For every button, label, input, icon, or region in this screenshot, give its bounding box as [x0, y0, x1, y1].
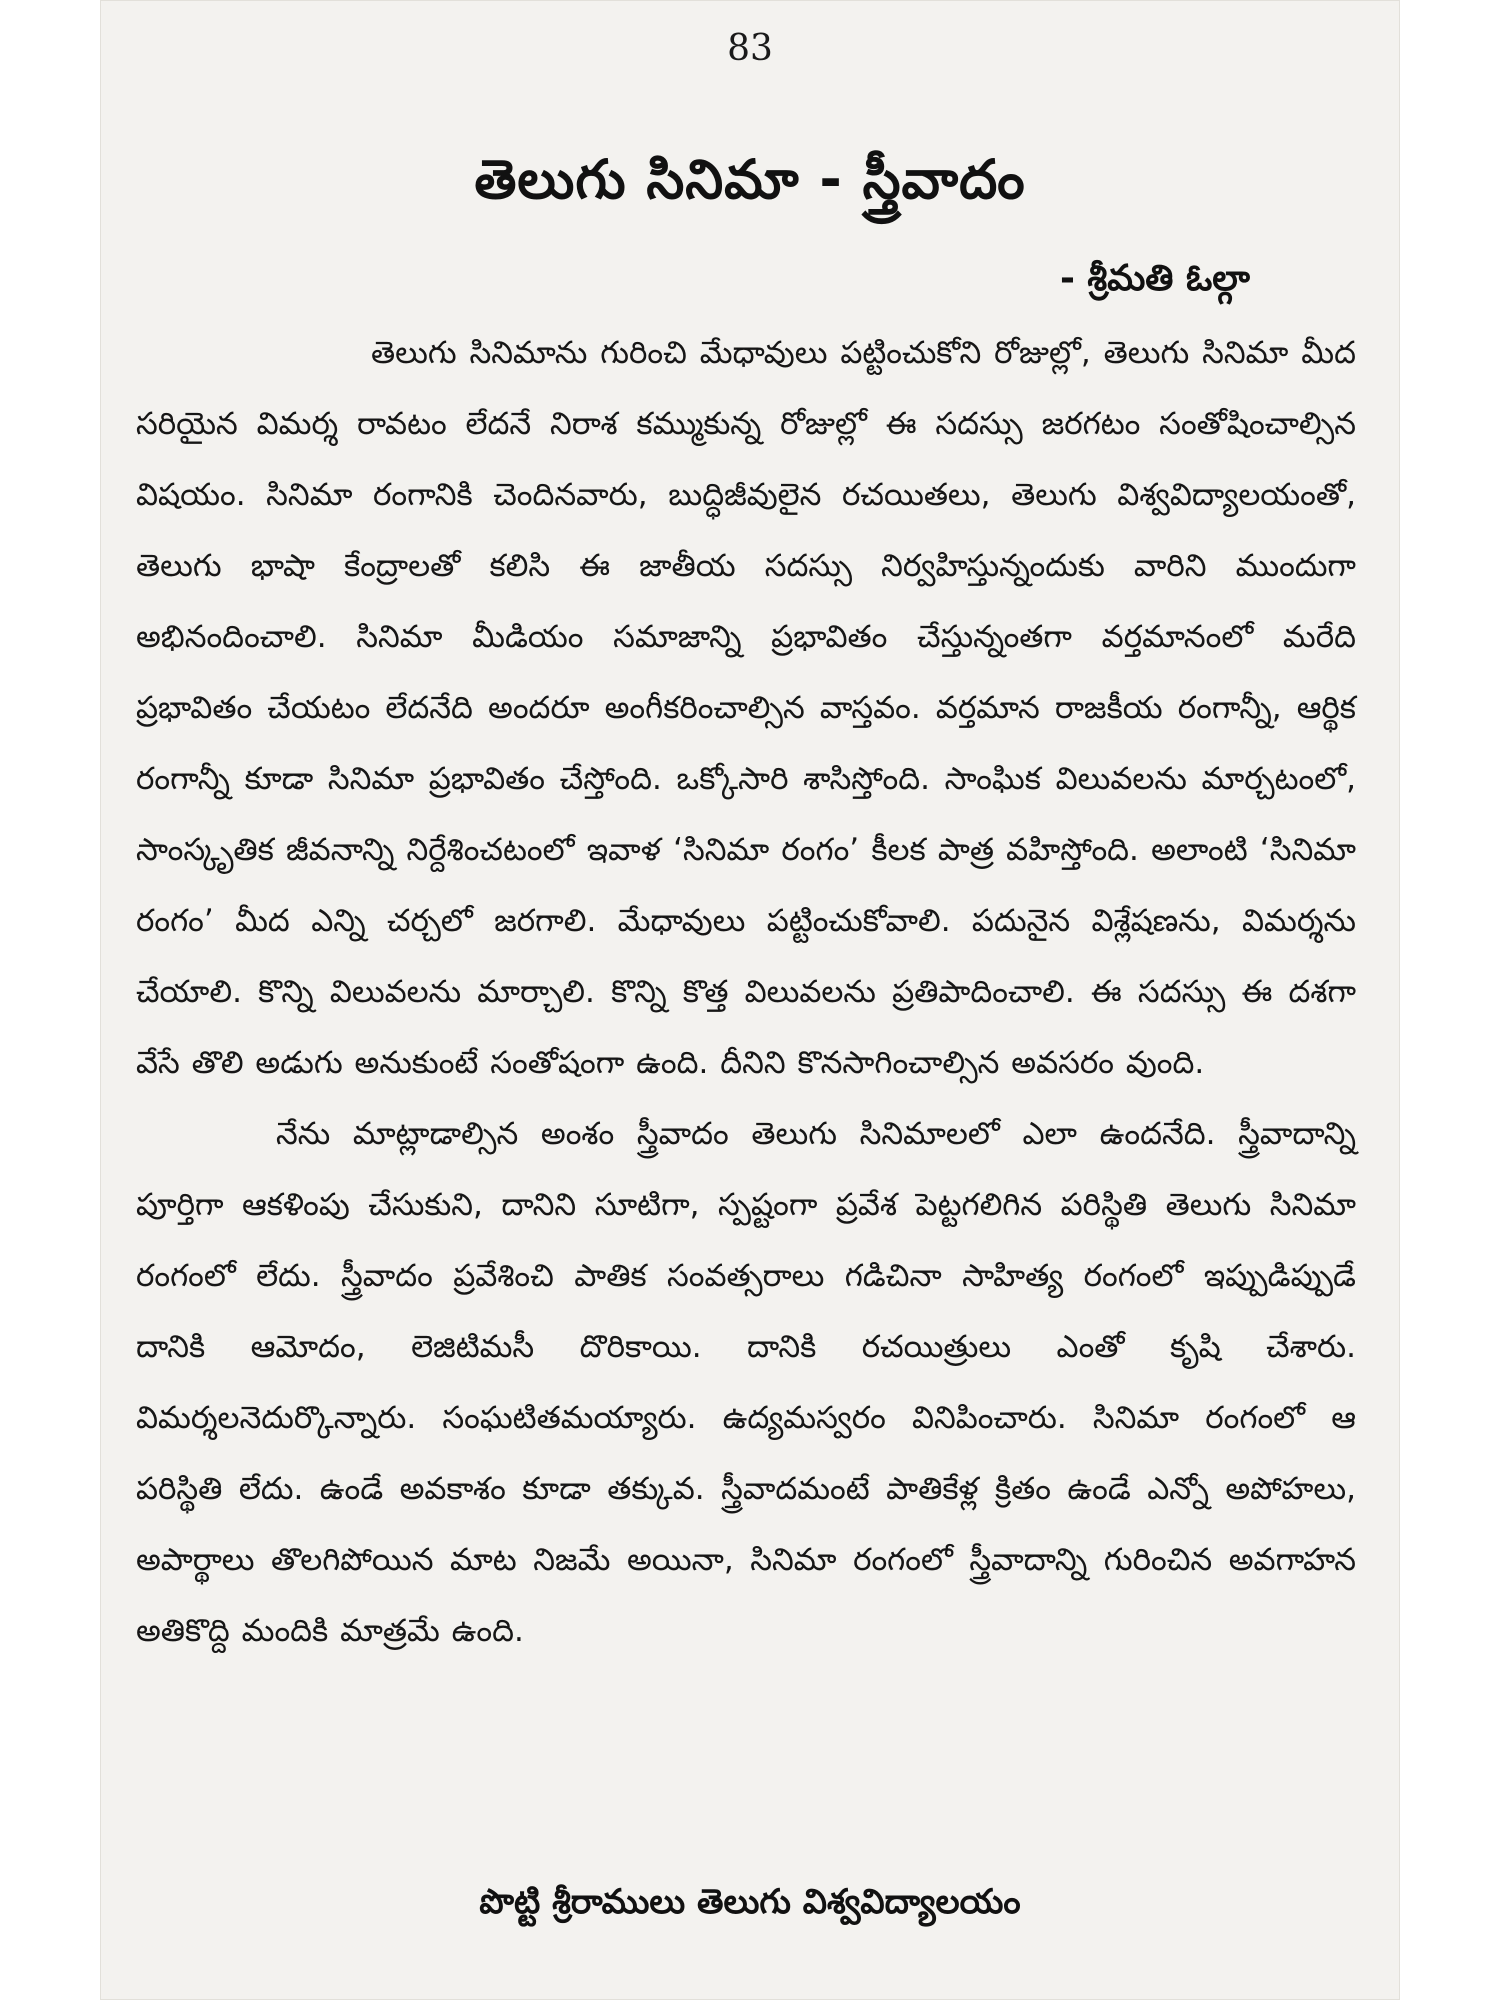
- footer-university: పొట్టి శ్రీరాములు తెలుగు విశ్వవిద్యాలయం: [479, 1882, 1021, 1922]
- author-name: - శ్రీమతి ఓల్గా: [1059, 258, 1250, 299]
- article-body: [136, 318, 1356, 1667]
- paragraph-1: తెలుగు సినిమాను గురించి మేధావులు పట్టించుకోని రోజుల్లో, తెలుగు సినిమా మీద సరియైన విమర్శ రావటం లేదనే నిరాశ కమ్ముకున్న రోజుల్లో ఈ సదస్సు జరగటం సంతోషించాల్సిన విషయం. సినిమా రంగానికి చెందినవారు, బుద్ధిజీవులైన రచయితలు, తెలుగు విశ్వవిద్యాలయంతో, తెలుగు భాషా కేంద్రాలతో కలిసి ఈ జాతీయ సదస్సు నిర్వహిస్తున్నందుకు వారిని ముందుగా అభినందించాలి. సినిమా మీడియం సమాజాన్ని ప్రభావితం చేస్తున్నంతగా వర్తమానంలో మరేది ప్రభావితం చేయటం లేదనేది అందరూ అంగీకరించాల్సిన వాస్తవం. వర్తమాన రాజకీయ రంగాన్నీ, ఆర్థిక రంగాన్నీ కూడా సినిమా ప్రభావితం చేస్తోంది. ఒక్కోసారి శాసిస్తోంది. సాంఘిక విలువలను మార్చటంలో, సాంస్కృతిక జీవనాన్ని నిర్దేశించటంలో ఇవాళ ‘సినిమా రంగం’ కీలక పాత్ర వహిస్తోంది. అలాంటి ‘సినిమా రంగం’ మీద ఎన్ని చర్చలో జరగాలి. మేధావులు పట్టించుకోవాలి. పదునైన విశ్లేషణను, విమర్శను చేయాలి. కొన్ని విలువలను మార్చాలి. కొన్ని కొత్త విలువలను ప్రతిపాదించాలి. ఈ సదస్సు ఈ దశగా వేసే తొలి అడుగు అనుకుంటే సంతోషంగా ఉంది. దీనిని కొనసాగించాల్సిన అవసరం వుంది.: [136, 335, 1356, 1081]
- page-number: 83: [727, 28, 773, 69]
- book-page: [100, 0, 1400, 2000]
- paragraph-2: నేను మాట్లాడాల్సిన అంశం స్త్రీవాదం తెలుగు సినిమాలలో ఎలా ఉందనేది. స్త్రీవాదాన్ని పూర్తిగా ఆకళింపు చేసుకుని, దానిని సూటిగా, స్పష్టంగా ప్రవేశ పెట్టగలిగిన పరిస్థితి తెలుగు సినిమా రంగంలో లేదు. స్త్రీవాదం ప్రవేశించి పాతిక సంవత్సరాలు గడిచినా సాహిత్య రంగంలో ఇప్పుడిప్పుడే దానికి ఆమోదం, లెజిటిమసీ దొరికాయి. దానికి రచయిత్రులు ఎంతో కృషి చేశారు. విమర్శలనెదుర్కొన్నారు. సంఘటితమయ్యారు. ఉద్యమస్వరం వినిపించారు. సినిమా రంగంలో ఆ పరిస్థితి లేదు. ఉండే అవకాశం కూడా తక్కువ. స్త్రీవాదమంటే పాతికేళ్ల క్రితం ఉండే ఎన్నో అపోహలు, అపార్థాలు తొలగిపోయిన మాట నిజమే అయినా, సినిమా రంగంలో స్త్రీవాదాన్ని గురించిన అవగాహన అతికొద్ది మందికి మాత్రమే ఉంది.: [136, 1116, 1356, 1649]
- article-title: తెలుగు సినిమా - స్త్రీవాదం: [474, 148, 1026, 211]
